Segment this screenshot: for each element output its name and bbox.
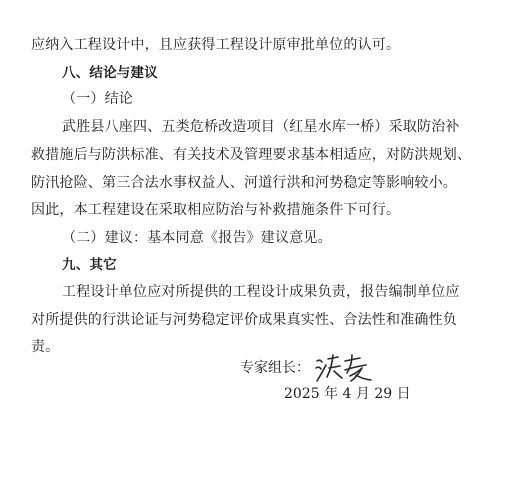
paragraph-top: 应纳入工程设计中，且应获得工程设计原审批单位的认可。 (31, 37, 401, 53)
signature-block (240, 348, 376, 388)
section-9-heading: 九、其它 (62, 257, 117, 273)
signature-label: 专家组长： (240, 360, 310, 376)
conclusion-line-4: 因此，本工程建设在采取相应防治与补救措施条件下可行。 (31, 202, 401, 218)
other-line-2: 对所提供的行洪论证与河势稳定评价成果真实性、合法性和准确性负 (31, 312, 457, 328)
sub-heading-conclusion: （一）结论 (62, 91, 133, 107)
other-line-1: 工程设计单位应对所提供的工程设计成果负责，报告编制单位应 (62, 284, 460, 300)
conclusion-line-2: 救措施后与防洪标准、有关技术及管理要求基本相适应，对防洪规划、 (31, 147, 472, 163)
section-8-heading: 八、结论与建议 (62, 65, 158, 81)
other-line-3: 责。 (31, 339, 60, 355)
conclusion-line-3: 防汛抢险、第三合法水事权益人、河道行洪和河势稳定等影响较小。 (31, 175, 457, 191)
date: 2025 年 4 月 29 日 (284, 386, 411, 402)
handwritten-signature (314, 351, 376, 385)
suggestion-line: （二）建议：基本同意《报告》建议意见。 (62, 230, 332, 246)
conclusion-line-1: 武胜县八座四、五类危桥改造项目（红星水库一桥）采取防治补 (62, 119, 460, 135)
